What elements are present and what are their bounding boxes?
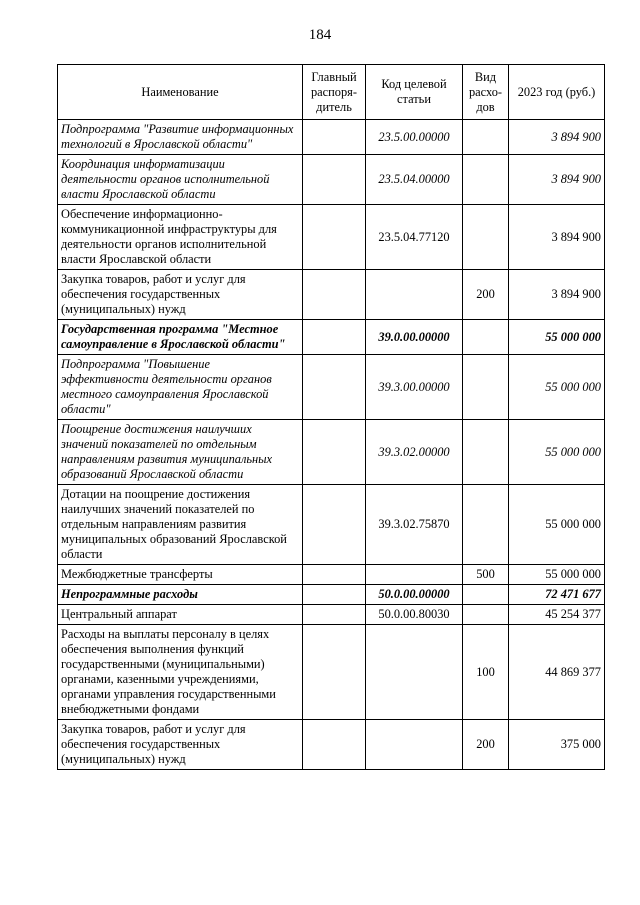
row-code: 23.5.04.77120: [366, 205, 463, 270]
budget-table: [57, 64, 605, 770]
row-admin: [303, 485, 366, 565]
row-name: Непрограммные расходы: [58, 585, 303, 605]
row-code: 39.0.00.00000: [366, 320, 463, 355]
row-name: Закупка товаров, работ и услуг для обеспечения государственных (муниципальных) нужд: [58, 270, 303, 320]
table-row: [58, 355, 605, 420]
row-type: [463, 155, 509, 205]
row-type: 200: [463, 720, 509, 770]
table-row: [58, 320, 605, 355]
row-amount: 3 894 900: [509, 205, 605, 270]
header-code: Код целевой статьи: [366, 65, 463, 120]
row-code: 23.5.00.00000: [366, 120, 463, 155]
row-code: 50.0.00.00000: [366, 585, 463, 605]
header-name: Наименование: [58, 65, 303, 120]
table-row: [58, 585, 605, 605]
row-code: 39.3.00.00000: [366, 355, 463, 420]
table-row: [58, 205, 605, 270]
row-code: 39.3.02.75870: [366, 485, 463, 565]
row-amount: 55 000 000: [509, 565, 605, 585]
row-admin: [303, 605, 366, 625]
row-amount: 55 000 000: [509, 355, 605, 420]
row-amount: 55 000 000: [509, 320, 605, 355]
row-amount: 3 894 900: [509, 270, 605, 320]
row-admin: [303, 585, 366, 605]
table-row: [58, 485, 605, 565]
row-admin: [303, 205, 366, 270]
row-admin: [303, 120, 366, 155]
row-code: 39.3.02.00000: [366, 420, 463, 485]
row-type: [463, 120, 509, 155]
row-code: [366, 565, 463, 585]
row-code: 23.5.04.00000: [366, 155, 463, 205]
row-admin: [303, 155, 366, 205]
row-type: [463, 420, 509, 485]
page-number: 184: [308, 27, 332, 43]
row-name: Координация информатизации деятельности органов исполнительной власти Ярославской области: [58, 155, 303, 205]
row-type: 100: [463, 625, 509, 720]
row-amount: 3 894 900: [509, 120, 605, 155]
table-body: [58, 120, 605, 770]
row-type: [463, 205, 509, 270]
row-admin: [303, 355, 366, 420]
table-row: [58, 155, 605, 205]
row-name: Подпрограмма "Развитие информационных технологий в Ярославской области": [58, 120, 303, 155]
row-type: [463, 605, 509, 625]
row-code: [366, 720, 463, 770]
row-admin: [303, 270, 366, 320]
header-admin: Главный распоря-дитель: [303, 65, 366, 120]
row-name: Расходы на выплаты персоналу в целях обеспечения выполнения функций государственными (муниципальными) органами, казенными учреждениями, органами управления государственными внебюджетными фондами: [58, 625, 303, 720]
table-row: [58, 625, 605, 720]
row-type: [463, 355, 509, 420]
row-type: 200: [463, 270, 509, 320]
row-amount: 375 000: [509, 720, 605, 770]
row-admin: [303, 625, 366, 720]
row-amount: 55 000 000: [509, 420, 605, 485]
row-name: Обеспечение информационно-коммуникационной инфраструктуры для деятельности органов исполнительной власти Ярославской области: [58, 205, 303, 270]
row-admin: [303, 320, 366, 355]
row-name: Закупка товаров, работ и услуг для обеспечения государственных (муниципальных) нужд: [58, 720, 303, 770]
table-row: [58, 420, 605, 485]
row-type: [463, 585, 509, 605]
table-row: [58, 270, 605, 320]
row-type: [463, 485, 509, 565]
row-name: Государственная программа "Местное самоуправление в Ярославской области": [58, 320, 303, 355]
row-type: 500: [463, 565, 509, 585]
header-type: Вид расхо-дов: [463, 65, 509, 120]
row-amount: 72 471 677: [509, 585, 605, 605]
table-row: [58, 720, 605, 770]
row-name: Поощрение достижения наилучших значений показателей по отдельным направлениям развития муниципальных образований Ярославской области: [58, 420, 303, 485]
row-type: [463, 320, 509, 355]
row-code: 50.0.00.80030: [366, 605, 463, 625]
row-code: [366, 270, 463, 320]
header-amount: 2023 год (руб.): [509, 65, 605, 120]
table-row: [58, 120, 605, 155]
row-name: Центральный аппарат: [58, 605, 303, 625]
row-name: Межбюджетные трансферты: [58, 565, 303, 585]
row-code: [366, 625, 463, 720]
row-admin: [303, 565, 366, 585]
row-amount: 45 254 377: [509, 605, 605, 625]
table-row: [58, 605, 605, 625]
row-amount: 3 894 900: [509, 155, 605, 205]
row-admin: [303, 420, 366, 485]
table-header-row: [58, 65, 605, 120]
row-amount: 55 000 000: [509, 485, 605, 565]
row-name: Подпрограмма "Повышение эффективности деятельности органов местного самоуправления Ярославской области": [58, 355, 303, 420]
table-row: [58, 565, 605, 585]
row-amount: 44 869 377: [509, 625, 605, 720]
row-admin: [303, 720, 366, 770]
row-name: Дотации на поощрение достижения наилучших значений показателей по отдельным направлениям развития муниципальных образований Ярославской области: [58, 485, 303, 565]
